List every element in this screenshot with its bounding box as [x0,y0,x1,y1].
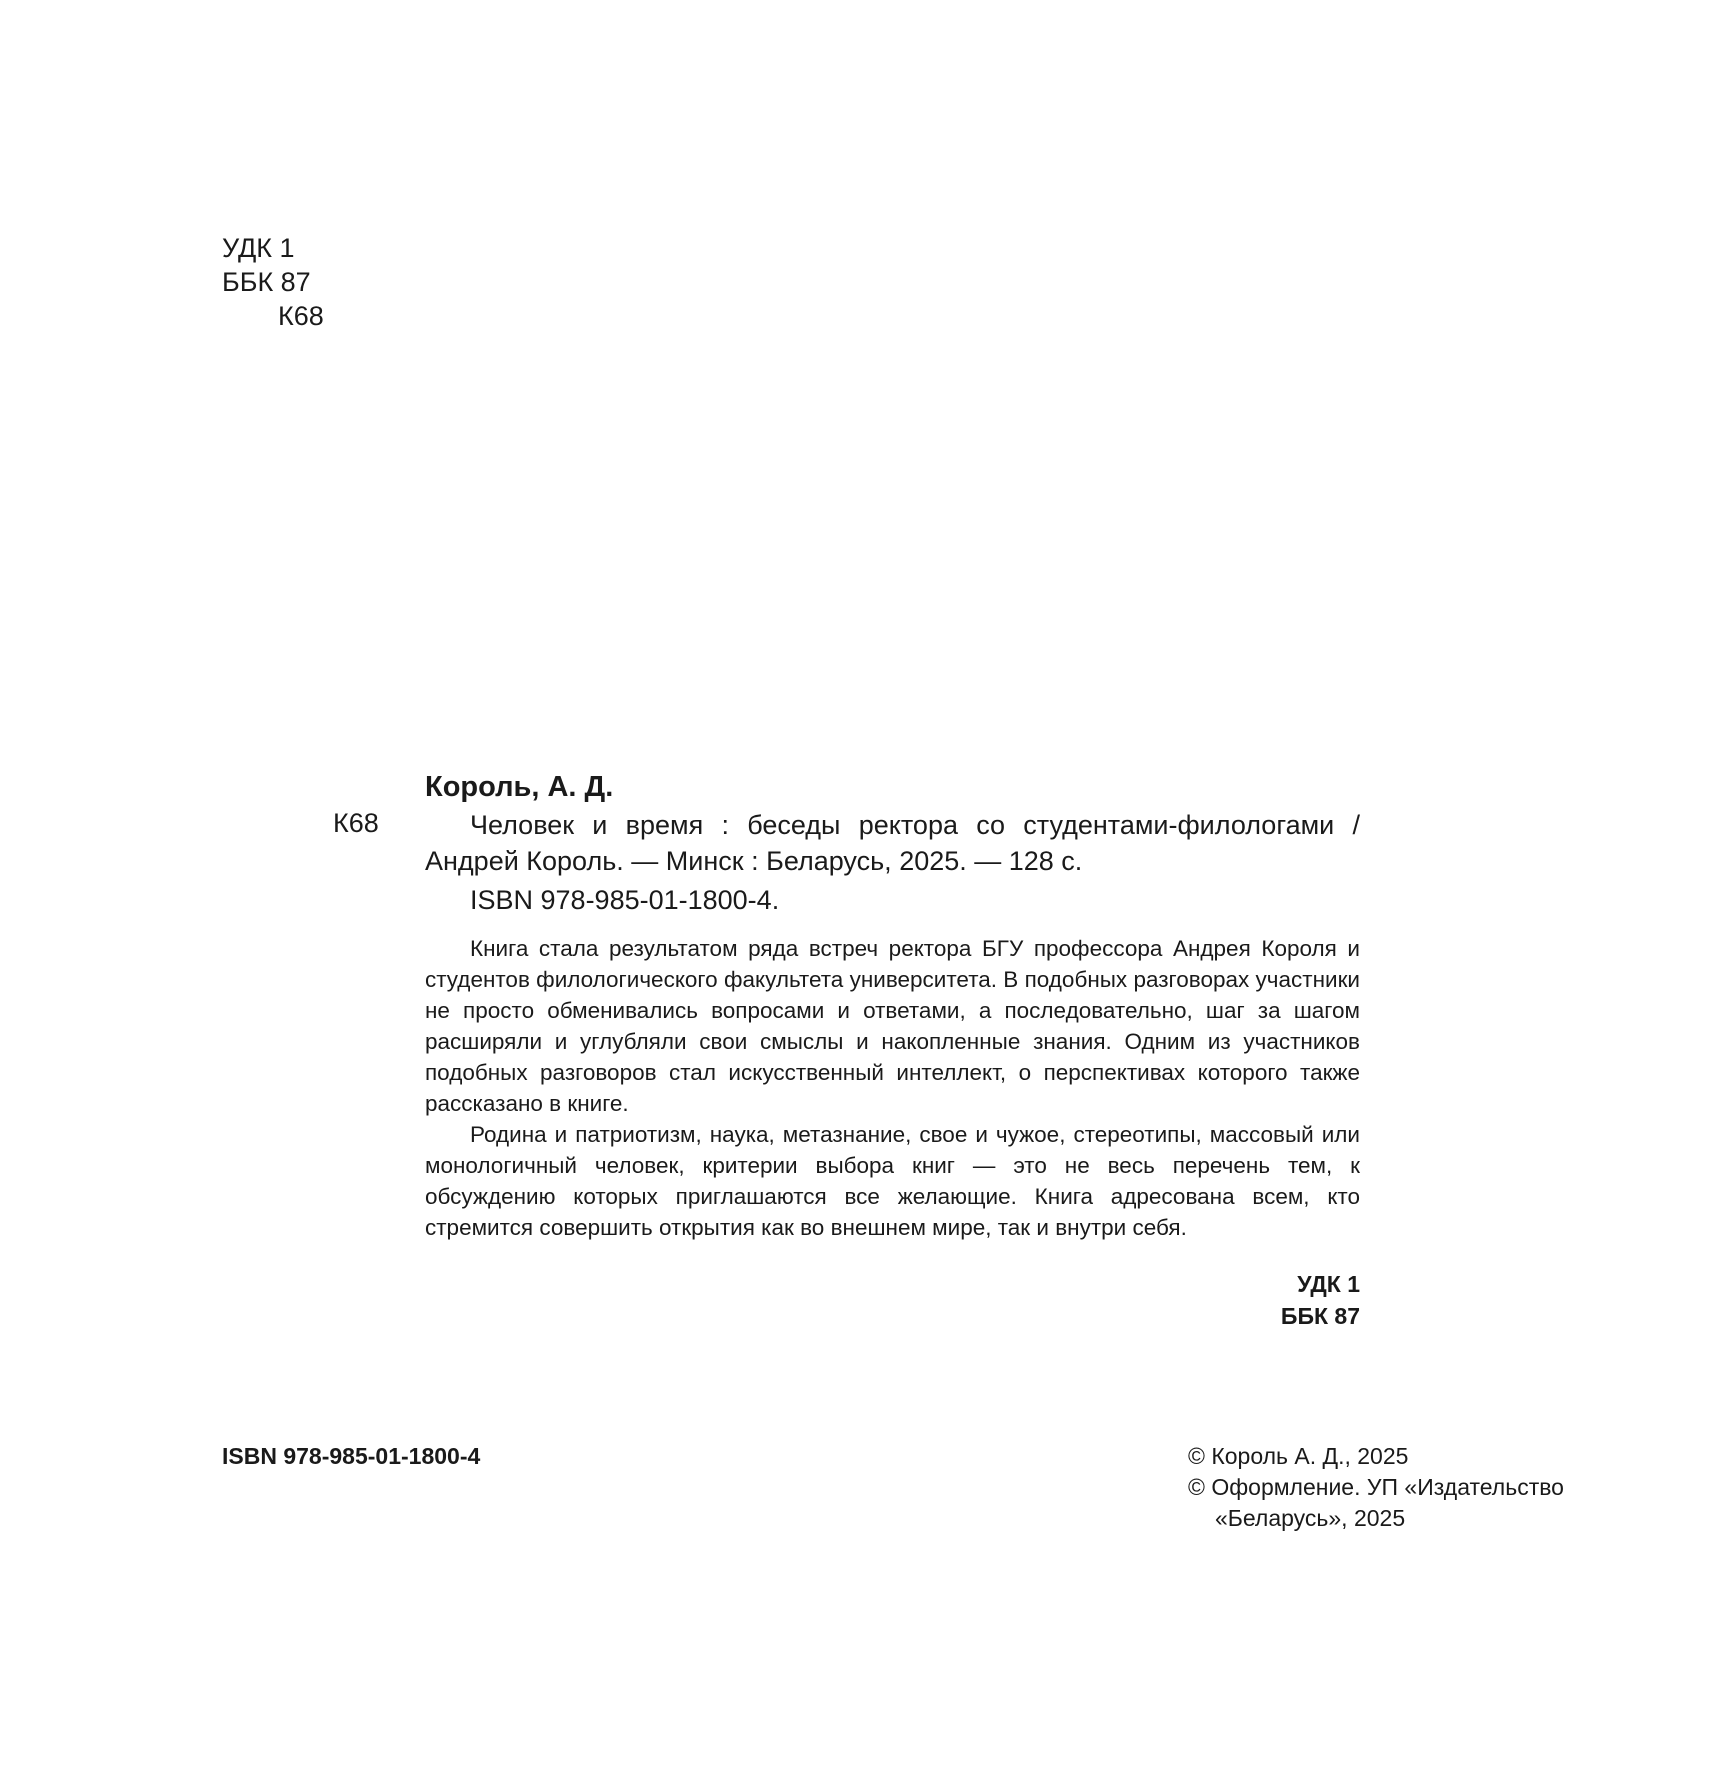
cutter-code: К68 [278,301,324,331]
entry-isbn: ISBN 978-985-01-1800-4. [470,885,780,915]
copyright-design-continued: «Беларусь», 2025 [1215,1505,1406,1531]
footer-isbn: ISBN 978-985-01-1800-4 [222,1443,481,1469]
annotation-paragraph: Родина и патриотизм, наука, метазнание, свое и чужое, стереотипы, массовый или монологичный человек, критерии выбора книг — это не весь перечень тем, к обсуждению которых приглашаются все желающие. Книга адресована всем, кто стремится совершить открытия как во внешнем мире, так и внутри себя. [425,1122,1360,1240]
author-heading: Король, А. Д. [425,771,614,803]
classification-top [222,232,324,334]
copyright-author: © Король А. Д., 2025 [1188,1443,1409,1469]
description-title-line: Человек и время : беседы ректора со студентами-филологами / [470,810,1360,840]
copyright-block [1188,1441,1564,1534]
entry-cutter-code: К68 [333,808,379,838]
udk-code: УДК 1 [222,233,295,263]
bibliographic-description [425,807,1360,879]
annotation-paragraph: Книга стала результатом ряда встреч ректора БГУ профессора Андрея Короля и студентов филологического факультета университета. В подобных разговорах участники не просто обменивались вопросами и ответами, а последовательно, шаг за шагом расширяли и углубляли свои смыслы и накопленные знания. Одним из участников подобных разговоров стал искусственный интеллект, о перспективах которого также рассказано в книге. [425,936,1360,1116]
bbk-code: ББК 87 [1280,1303,1360,1329]
udk-code: УДК 1 [1297,1271,1360,1297]
classification-bottom [1160,1268,1360,1332]
annotation [425,933,1360,1243]
description-publication-line: Андрей Король. — Минск : Беларусь, 2025. — 128 с. [425,846,1083,876]
bbk-code: ББК 87 [222,267,311,297]
copyright-design: © Оформление. УП «Издательство [1188,1474,1564,1500]
